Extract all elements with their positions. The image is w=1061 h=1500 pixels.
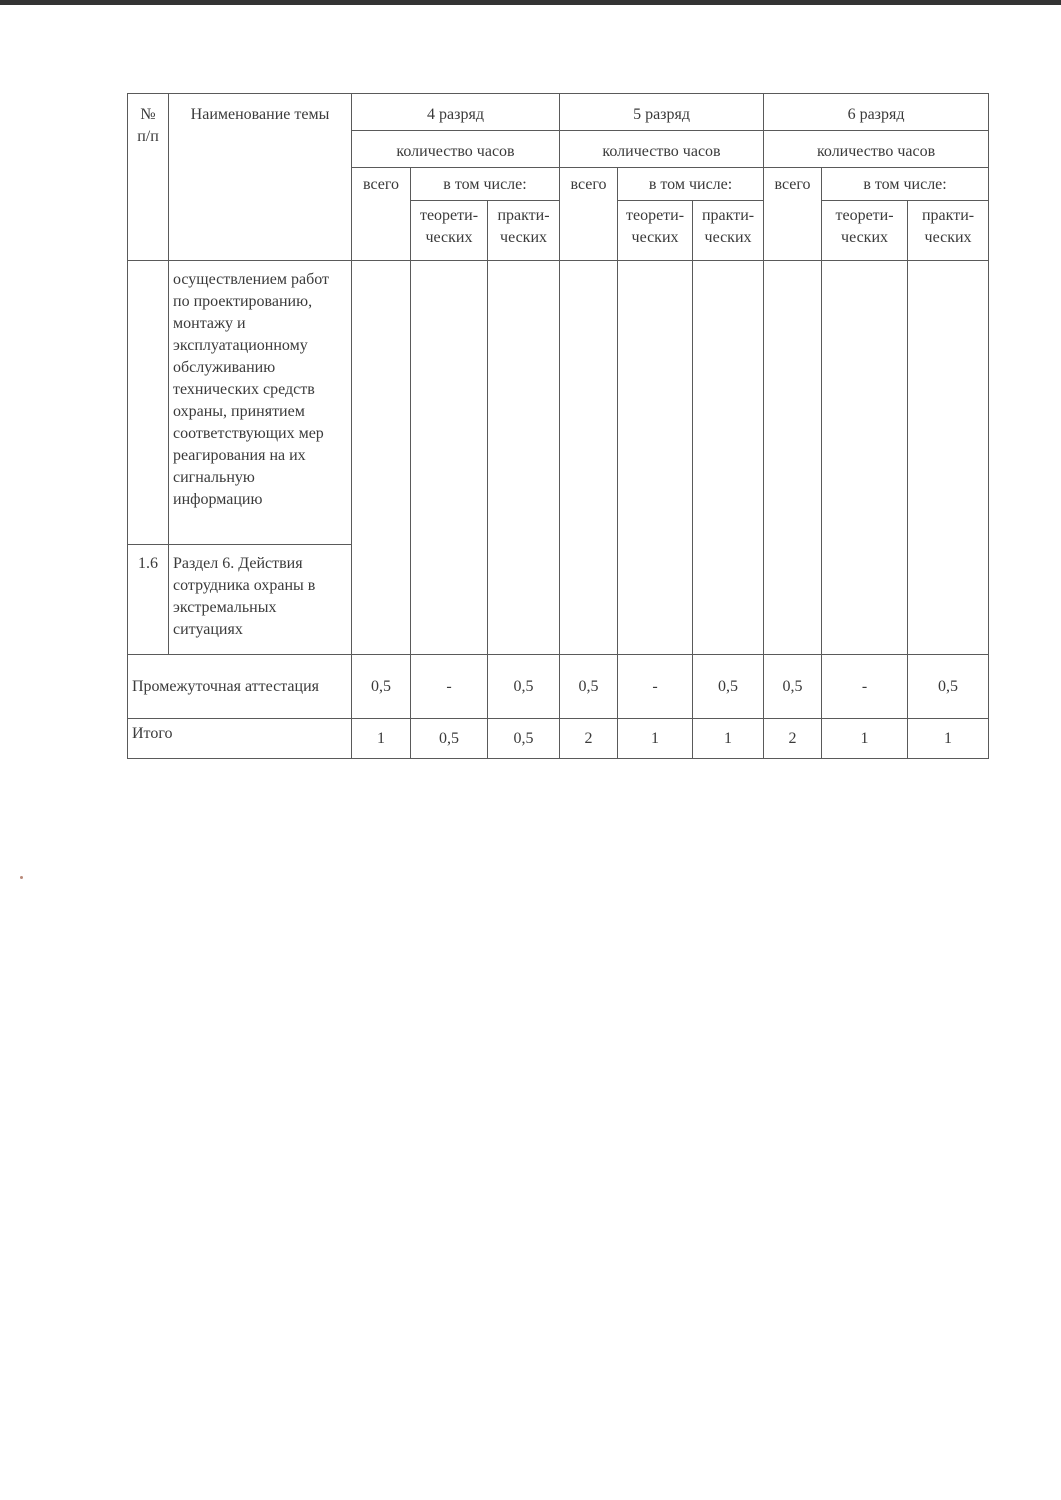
curriculum-table bbox=[127, 93, 989, 759]
scan-top-edge bbox=[0, 0, 1061, 5]
including-header-4: в том числе: bbox=[411, 168, 560, 201]
scan-speck bbox=[20, 876, 23, 879]
empty-cell bbox=[908, 261, 989, 655]
section-6-number: 1.6 bbox=[128, 545, 169, 655]
including-header-6: в том числе: bbox=[822, 168, 989, 201]
total-value: 1 bbox=[822, 719, 908, 759]
table-row-total bbox=[128, 719, 989, 759]
practice-header-5: практи-ческих bbox=[693, 201, 764, 261]
including-header-5: в том числе: bbox=[618, 168, 764, 201]
total-value: 1 bbox=[693, 719, 764, 759]
theory-header-5: теорети-ческих bbox=[618, 201, 693, 261]
total-value: 1 bbox=[618, 719, 693, 759]
empty-cell bbox=[822, 261, 908, 655]
empty-cell bbox=[488, 261, 560, 655]
empty-cell bbox=[764, 261, 822, 655]
rank-4-header: 4 разряд bbox=[352, 94, 560, 131]
table-row-attestation bbox=[128, 655, 989, 719]
total-value: 2 bbox=[560, 719, 618, 759]
rank-6-header: 6 разряд bbox=[764, 94, 989, 131]
hours-header-5: количество часов bbox=[560, 131, 764, 168]
attestation-value: - bbox=[822, 655, 908, 719]
section-6-topic: Раздел 6. Действия сотрудника охраны в экстремальных ситуациях bbox=[169, 545, 352, 655]
total-value: 0,5 bbox=[411, 719, 488, 759]
total-header-5: всего bbox=[560, 168, 618, 261]
table-row-continuation bbox=[128, 261, 989, 545]
attestation-value: - bbox=[618, 655, 693, 719]
attestation-value: 0,5 bbox=[488, 655, 560, 719]
attestation-value: 0,5 bbox=[764, 655, 822, 719]
total-value: 2 bbox=[764, 719, 822, 759]
total-header-6: всего bbox=[764, 168, 822, 261]
empty-cell bbox=[560, 261, 618, 655]
total-value: 1 bbox=[908, 719, 989, 759]
attestation-value: 0,5 bbox=[352, 655, 411, 719]
attestation-value: 0,5 bbox=[560, 655, 618, 719]
theory-header-6: теорети-ческих bbox=[822, 201, 908, 261]
num-header: № п/п bbox=[128, 94, 169, 261]
attestation-value: - bbox=[411, 655, 488, 719]
attestation-value: 0,5 bbox=[693, 655, 764, 719]
topic-continuation: осуществлением работ по проектированию, монтажу и эксплуатационному обслуживанию технических средств охраны, принятием соответствующих мер реагирования на их сигнальную информацию bbox=[169, 261, 352, 545]
empty-cell bbox=[411, 261, 488, 655]
total-value: 1 bbox=[352, 719, 411, 759]
theory-header-4: теорети-ческих bbox=[411, 201, 488, 261]
practice-header-6: практи-ческих bbox=[908, 201, 989, 261]
attestation-label: Промежуточная аттестация bbox=[128, 655, 352, 719]
total-header-4: всего bbox=[352, 168, 411, 261]
practice-header-4: практи-ческих bbox=[488, 201, 560, 261]
total-label: Итого bbox=[128, 719, 352, 759]
empty-cell bbox=[618, 261, 693, 655]
total-value: 0,5 bbox=[488, 719, 560, 759]
topic-header: Наименование темы bbox=[169, 94, 352, 261]
hours-header-4: количество часов bbox=[352, 131, 560, 168]
empty-cell bbox=[693, 261, 764, 655]
rank-5-header: 5 разряд bbox=[560, 94, 764, 131]
empty-cell bbox=[352, 261, 411, 655]
attestation-value: 0,5 bbox=[908, 655, 989, 719]
num-cell bbox=[128, 261, 169, 545]
hours-header-6: количество часов bbox=[764, 131, 989, 168]
header-row-ranks bbox=[128, 94, 989, 131]
